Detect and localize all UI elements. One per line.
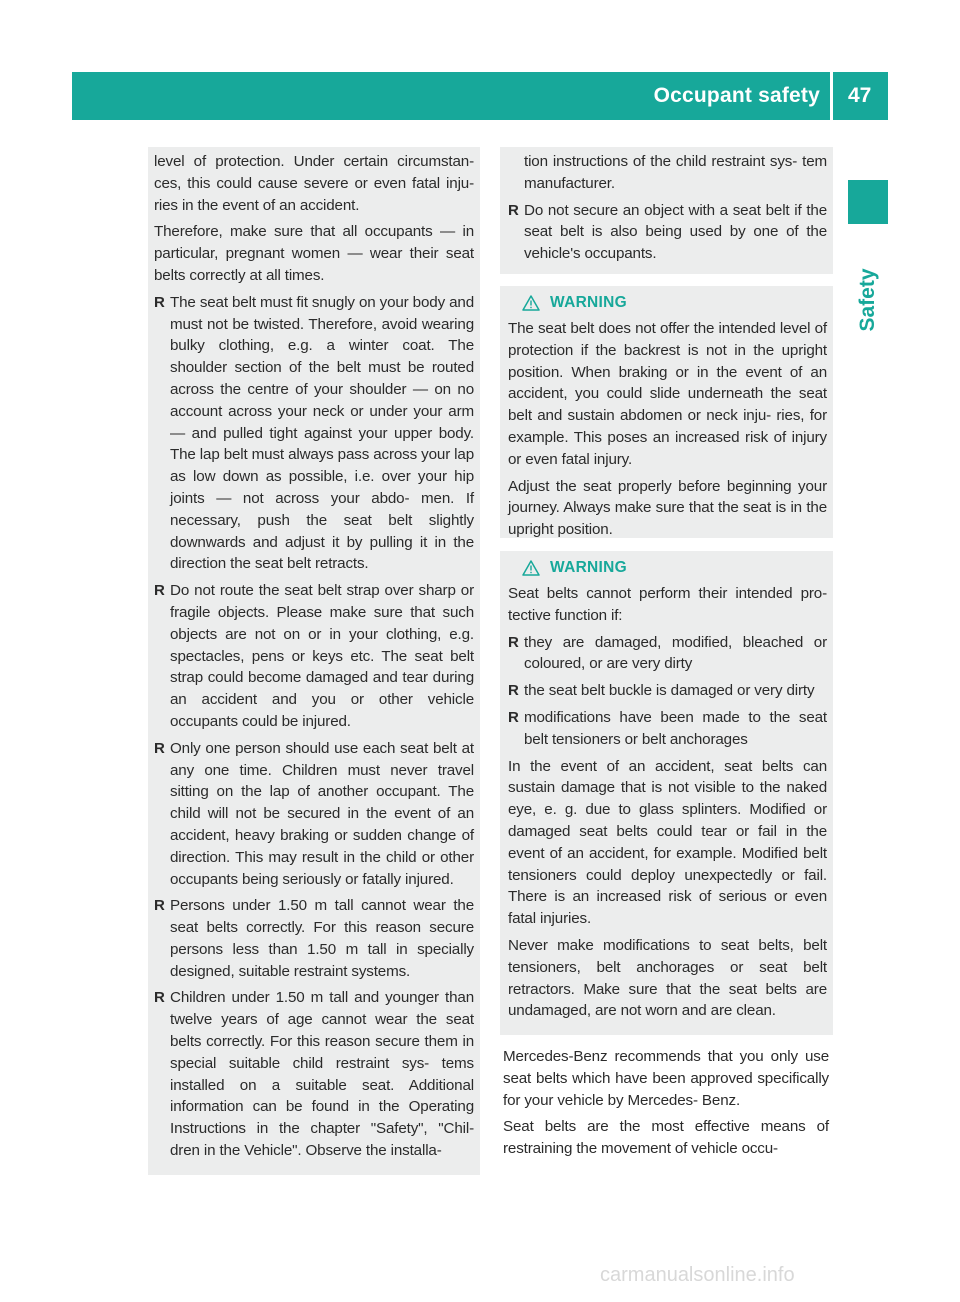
list-item-text: Do not route the seat belt strap over sharp or fragile objects. Please make sure that such objects are not on or in your clothing, e.g. spectacles, pens or keys etc. The seat belt strap could become damaged and tear during an accident and you or other vehicle occupants could be injured.	[170, 582, 474, 730]
warning-triangle-icon	[522, 295, 540, 311]
list-item	[154, 895, 474, 982]
list-item-text: Do not secure an object with a seat belt if the seat belt is also being used by one of the vehicle's occupants.	[524, 201, 827, 263]
paragraph: Seat belts are the most effective means of restraining the movement of vehicle occu-	[503, 1118, 829, 1158]
bullet-r-icon: R	[508, 682, 519, 700]
warning-box-damage	[500, 551, 833, 1035]
paragraph: In the event of an accident, seat belts can sustain damage that is not visible to the naked eye, e. g. due to glass splinters. Modified or damaged seat belts could tear or fail in the event of an accident, for example. Modified belt tensioners could deploy unexpectedly or fail. There is an increased risk of serious or even fatal injuries.	[508, 757, 827, 928]
header-bar	[72, 72, 888, 120]
paragraph: Mercedes-Benz recommends that you only use seat belts which have been approved specifically for your vehicle by Mercedes- Benz.	[503, 1048, 829, 1109]
list-item-text: they are damaged, modified, bleached or coloured, or are very dirty	[524, 633, 827, 673]
list-item	[154, 580, 474, 733]
header-divider	[830, 72, 833, 120]
warning-title: WARNING	[550, 294, 628, 311]
list-item	[508, 632, 827, 676]
section-title: Occupant safety	[653, 84, 820, 107]
page-number: 47	[848, 84, 872, 107]
warning-header	[508, 290, 827, 316]
bullet-r-icon: R	[154, 897, 165, 915]
warning-title: WARNING	[550, 559, 628, 576]
paragraph: tion instructions of the child restraint sys- tem manufacturer.	[524, 153, 827, 192]
bullet-r-icon: R	[508, 708, 519, 726]
body-text-right	[503, 1046, 829, 1165]
info-box-continued	[500, 147, 833, 274]
side-tab-label: Safety	[856, 268, 879, 332]
warning-box-backrest	[500, 286, 833, 538]
paragraph: Never make modifications to seat belts, belt tensioners, belt anchorages or seat belt retractors. Make sure that the seat belts are undamaged, are not worn and are clean.	[508, 936, 827, 1020]
list-item-text: The seat belt must fit snugly on your body and must not be twisted. Therefore, avoid wearing bulky clothing, e.g. a winter coat. The shoulder section of the belt must be routed across the centre of your shoulder — on no account across your neck or under your arm — and pulled tight against your upper body. The lap belt must always pass across your lap as low down as possible, i.e. over your hip joints — not across your abdo- men. If necessary, push the seat belt slightly downwards and adjust it by pulling it in the direction the seat belt retracts.	[170, 293, 474, 573]
watermark: carmanualsonline.info	[600, 1264, 795, 1286]
list-item-text: Persons under 1.50 m tall cannot wear the seat belts correctly. For this reason secure persons less than 1.50 m tall in specially designed, suitable restraint systems.	[170, 897, 474, 980]
warning-header	[508, 555, 827, 581]
list-item	[154, 738, 474, 891]
bullet-r-icon: R	[154, 739, 165, 757]
info-box-left	[148, 147, 480, 1175]
paragraph: The seat belt does not offer the intended level of protection if the backrest is not in the upright position. When braking or in the event of an accident, you could slide underneath the seat belt and sustain abdomen or neck inju- ries, for example. This poses an increased risk of injury or even fatal injury.	[508, 320, 827, 468]
list-item	[508, 200, 827, 265]
bullet-r-icon: R	[154, 989, 165, 1007]
bullet-r-icon: R	[508, 201, 519, 219]
warning-triangle-icon	[522, 560, 540, 576]
list-item-text: the seat belt buckle is damaged or very dirty	[524, 682, 815, 700]
bullet-r-icon: R	[508, 633, 519, 651]
paragraph: Therefore, make sure that all occupants — in particular, pregnant women — wear their seat belts correctly at all times.	[154, 223, 474, 284]
side-tab-marker	[848, 180, 888, 224]
list-item	[508, 707, 827, 751]
list-item	[508, 680, 827, 702]
list-item-text: modifications have been made to the seat belt tensioners or belt anchorages	[524, 708, 827, 748]
bullet-r-icon: R	[154, 293, 165, 311]
bullet-r-icon: R	[154, 582, 165, 600]
list-item	[154, 292, 474, 575]
paragraph: level of protection. Under certain circumstan- ces, this could cause severe or even fatal inju- ries in the event of an accident.	[154, 153, 474, 214]
paragraph: Seat belts cannot perform their intended pro- tective function if:	[508, 585, 827, 624]
list-item	[154, 987, 474, 1161]
paragraph: Adjust the seat properly before beginning your journey. Always make sure that the seat is in the upright position.	[508, 477, 827, 539]
list-item-text: Only one person should use each seat belt at any one time. Children must never travel sitting on the lap of another occupant. The child will not be secured in the event of an accident, heavy braking or sudden change of direction. This may result in the child or other occupants being seriously or fatally injured.	[170, 739, 474, 888]
list-item-text: Children under 1.50 m tall and younger than twelve years of age cannot wear the seat belts correctly. For this reason secure them in special suitable child restraint sys- tems installed on a suitable seat. Additional information can be found in the Operating Instructions in the chapter "Safety", "Chil- dren in the Vehicle". Observe the installa-	[170, 989, 474, 1160]
